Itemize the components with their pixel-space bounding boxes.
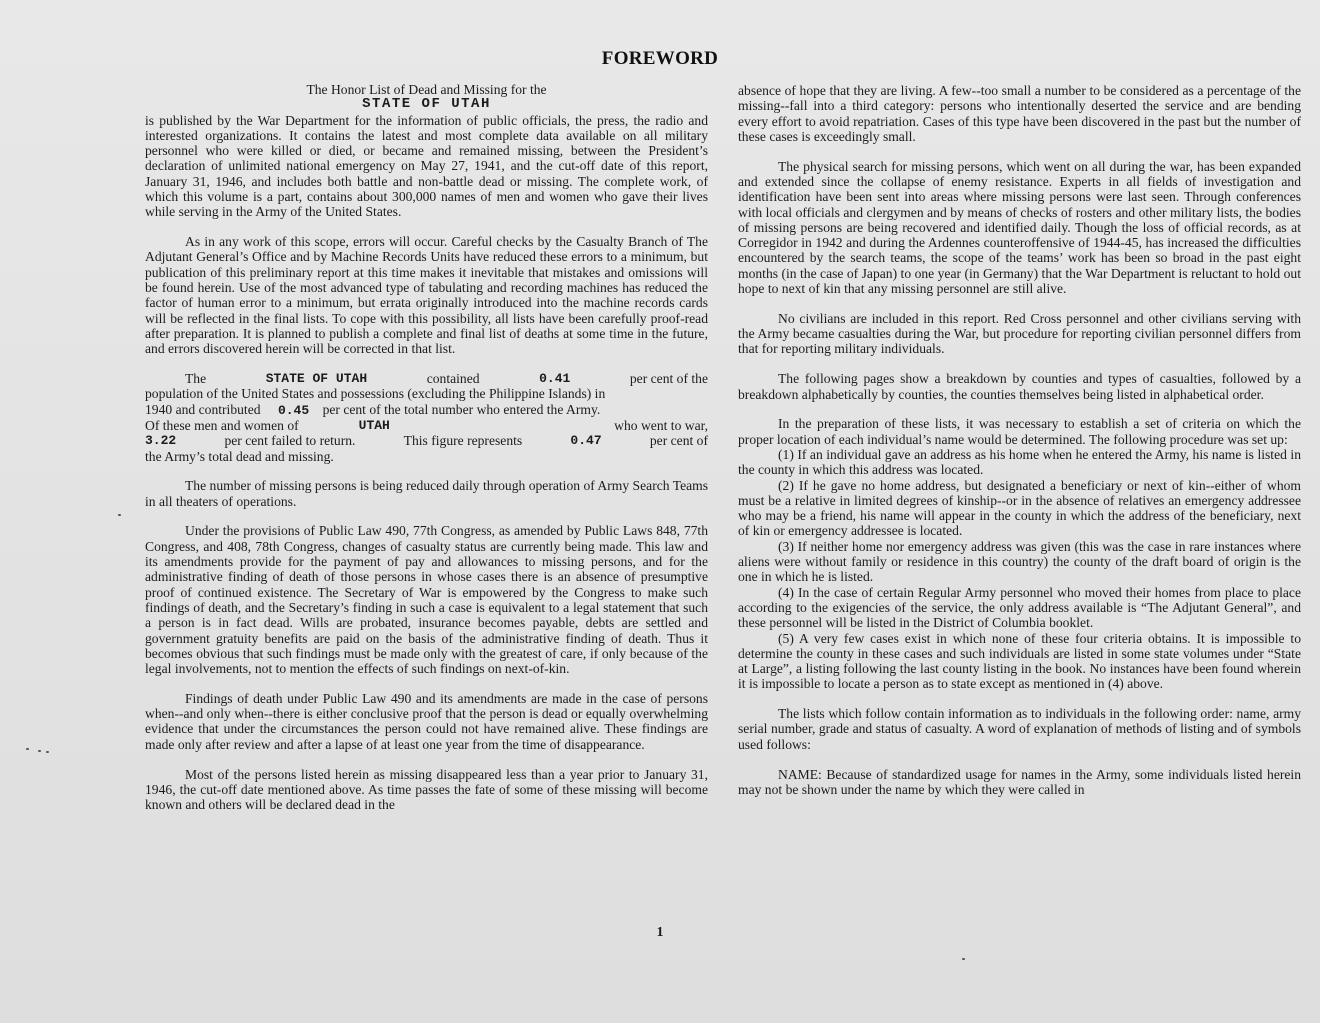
right-column [738,83,1301,797]
criterion-5: (5) A very few cases exist in which none of these four criteria obtains. It is impossible to determine the county in these cases and such individuals are listed in some state volumes under “State at Large”, a listing following the last county listing in the book. No instances have been found wherein it is impossible to locate a person as to state except as mentioned in (4) above. [738,630,1301,692]
paragraph-public-law: Under the provisions of Public Law 490, 77th Congress, as amended by Public Laws 848, 77th Congress, and 408, 78th Congress, changes of casualty status are currently being made. This law and its amendments provide for the payment of pay and allowances to missing persons, and for the administrative finding of death of those persons in whose cases there is an absence of presumptive proof of continued existence. The Secretary of War is empowered by the Congress to make such findings of death, and the Secretary’s finding in such a case is equivalent to a legal statement that such a person is in fact dead. Wills are probated, insurance becomes payable, debts are settled and government gratuity benefits are paid on the basis of the administrative finding of death. Thus it becomes obvious that such findings must be made only with the greatest of care, if only because of the legal involvements, not to mention the effects of such findings on next-of-kin. [145,523,708,677]
paper-speck [26,748,29,750]
stats-line-5 [145,433,708,448]
criterion-2: (2) If he gave no home address, but designated a beneficiary or next of kin--either of whom must be a relative in limited degrees of kinship--or in the absence of relatives an emergency addressee who may be a friend, his name will appear in the county in which the address of the beneficiary, next of kin or emergency addressee is located. [738,477,1301,539]
stats-line-3 [145,402,708,418]
stats-text: This figure represents [403,433,523,449]
criterion-3: (3) If neither home nor emergency address was given (this was the case in rare instances where aliens were without family or residence in this country) the county of the draft board of origin is the one in which he is listed. [738,538,1301,585]
criterion-4: (4) In the case of certain Regular Army personnel who moved their homes from place to place according to the exigencies of the service, the only address available is “The Adjutant General”, and these personnel will be listed in the District of Columbia booklet. [738,584,1301,631]
paragraph-criteria: In the preparation of these lists, it was necessary to establish a set of criteria on which the proper location of each individual’s name would be determined. The following procedure was set up: [738,416,1301,447]
stats-pct-failed: 3.22 [145,433,177,449]
stats-text: per cent of [649,433,708,449]
stats-text: who went to war, [614,417,708,433]
paragraph-lists-order: The lists which follow contain information as to individuals in the following order: name, army serial number, grade and status of casualty. A word of explanation of methods of listing and of symbols used follows: [738,706,1301,752]
paragraph-findings: Findings of death under Public Law 490 and its amendments are made in the case of persons when--and only when--there is either conclusive proof that the person is dead or equally overwhelming evidence that under the circumstances the person could not have remained alive. These findings are made only after review and after a lapse of at least one year from the time of disappearance. [145,690,708,752]
stats-text: contained [426,371,480,387]
stats-pct-army: 0.47 [570,433,602,449]
state-name-heading: STATE OF UTAH [362,96,491,113]
criterion-1: (1) If an individual gave an address as his home when he entered the Army, his name is listed in the county in which this address was located. [738,446,1301,478]
stats-text: Of these men and women of [145,417,299,433]
paragraph-name: NAME: Because of standardized usage for names in the Army, some individuals listed herein may not be shown under the name by which they were called in [738,766,1301,797]
stats-state-name: STATE OF UTAH [265,371,368,387]
paragraph-physical-search: The physical search for missing persons, which went on all during the war, has been expanded and extended since the collapse of enemy resistance. Experts in all fields of investigation and identification have been sent into areas where missing persons were last seen. Through conferences with local officials and clergymen and by means of checks of rosters and other military lists, the bodies of missing persons are being recovered and identified daily. Though the loss of official records, as at Corregidor in 1942 and during the Ardennes counteroffensive of 1944-45, has increased the difficulties encountered by the search teams, the scope of the teams’ work has been so broad in the past eight months (in the case of Japan) to one year (in Germany) that the War Department is reluctant to hold out hope to next of kin that any missing personnel are still alive. [738,158,1301,297]
statistics-block [145,371,708,464]
paragraph-breakdown: The following pages show a breakdown by counties and types of casualties, followed by a breakdown alphabetically by counties, the counties themselves being listed in alphabetical order. [738,371,1301,402]
stats-pct-entered: 0.45 [277,402,310,418]
paper-speck [118,514,121,516]
stats-state-short: UTAH [358,417,390,433]
paragraph-hope: absence of hope that they are living. A few--too small a number to be considered as a percentage of the missing--fall into a third category: persons who intentionally deserted the service and are bending every effort to avoid repatriation. Cases of this type have been discovered in the past but the number of these cases is exceedingly small. [738,83,1301,144]
stats-text: The [185,371,207,387]
paragraph-publication: is published by the War Department for the information of public officials, the press, the radio and interested organizations. It contains the latest and most complete data available on all military personnel who were killed or died, or became and remained missing, between the President’s declaration of unlimited national emergency on May 27, 1941, and the cut-off date of this report, January 31, 1946, and includes both battle and non-battle dead or missing. The complete work, of which this volume is a part, contains about 300,000 names of men and women who gave their lives while serving in the Army of the United States. [145,112,708,220]
intro-lead: The Honor List of Dead and Missing for the [306,82,547,97]
stats-text: per cent failed to return. [224,433,356,449]
page-number: 1 [656,925,664,940]
paragraph-errors: As in any work of this scope, errors will occur. Careful checks by the Casualty Branch of The Adjutant General’s Office and by Machine Records Units have reduced these errors to a minimum, but publication of this preliminary report at this time makes it inevitable that mistakes and omissions will be found herein. Use of the most advanced type of tabulating and recording machines has reduced the factor of human error to a minimum, but errata originally introduced into the machine records cards will be reflected in the final lists. To cope with this possibility, all lists have been carefully proof-read after preparation. It is planned to publish a complete and final list of deaths at some time in the future, and errors discovered herein will be corrected in that list. [145,234,708,357]
paper-speck [46,751,49,753]
paragraph-search-teams: The number of missing persons is being reduced daily through operation of Army Search Teams in all theaters of operations. [145,478,708,509]
stats-line-2: population of the United States and possessions (excluding the Philippine Islands) in [145,386,606,402]
paragraph-civilians: No civilians are included in this report. Red Cross personnel and other civilians serving with the Army became casualties during the War, but procedure for reporting civilian personnel differs from that for reporting military individuals. [738,310,1301,357]
page-title: FOREWORD [601,48,719,69]
paragraph-missing: Most of the persons listed herein as missing disappeared less than a year prior to January 31, 1946, the cut-off date mentioned above. As time passes the fate of some of these missing will become known and others will be declared dead in the [145,766,708,813]
paper-speck [38,750,41,752]
left-column [145,82,708,812]
paper-speck [962,958,965,960]
stats-text: 1940 and contributed [145,401,261,417]
stats-text: per cent of the [629,371,708,387]
stats-pct-population: 0.41 [539,371,571,387]
stats-line-4 [145,418,708,433]
stats-line-1 [145,371,708,386]
stats-line-6: the Army’s total dead and missing. [145,448,334,464]
stats-text: per cent of the total number who entered the Army. [322,401,601,417]
